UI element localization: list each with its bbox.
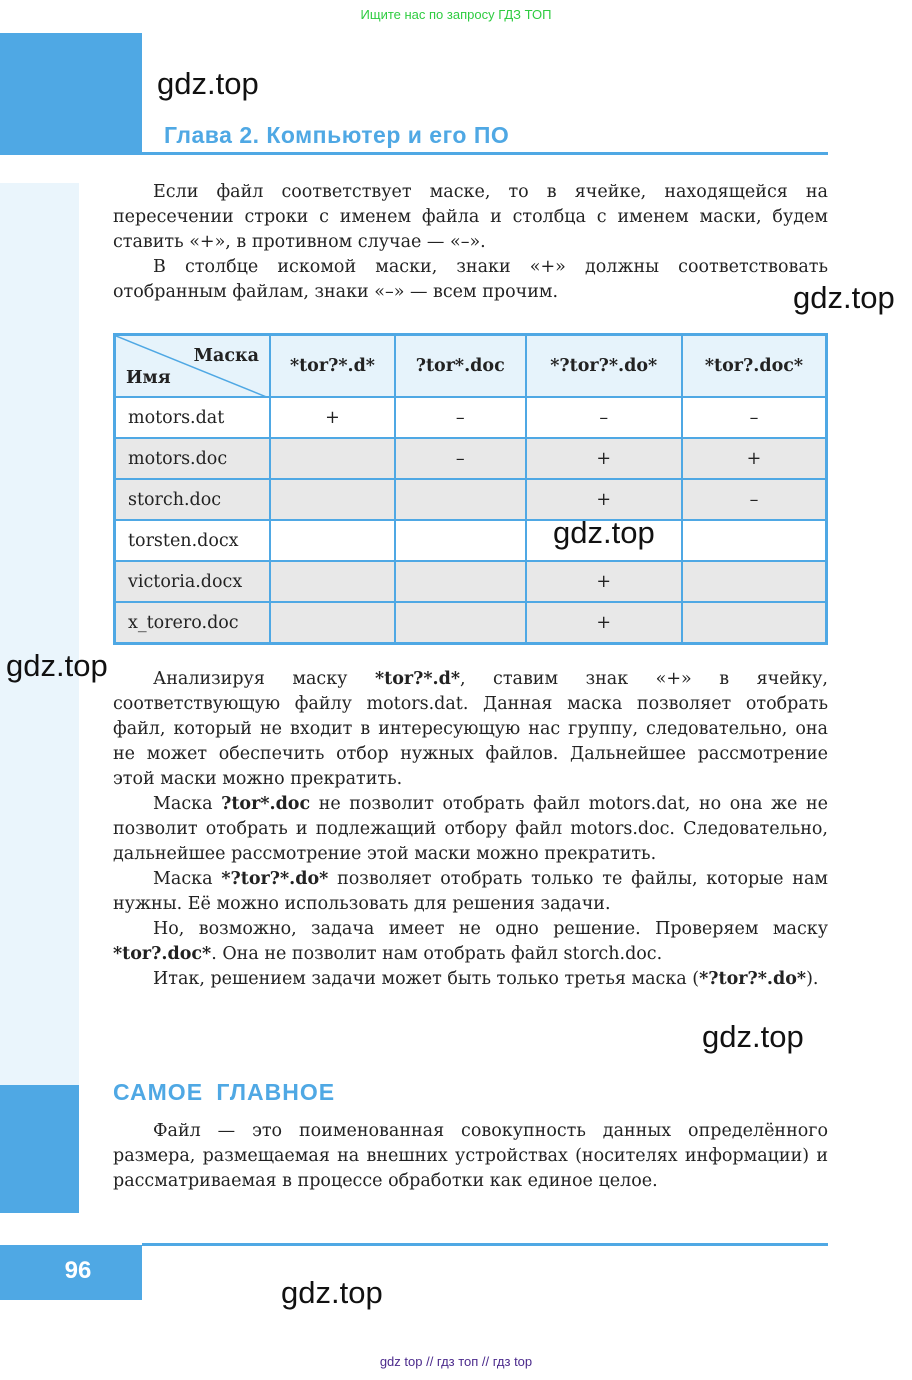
match-cell: – (395, 438, 526, 479)
text-run: Маска (153, 794, 222, 814)
match-cell: – (682, 397, 827, 438)
watermark: gdz.top (553, 515, 655, 550)
match-cell (270, 438, 395, 479)
file-name-cell: torsten.docx (115, 520, 271, 561)
paragraph (113, 917, 828, 967)
text-run: Анализируя маску (153, 669, 375, 689)
paragraph (113, 792, 828, 867)
watermark: gdz.top (281, 1275, 383, 1310)
watermark: gdz.top (157, 66, 259, 101)
match-cell (270, 520, 395, 561)
text-run: Итак, решением задачи может быть только третья маска ( (153, 969, 700, 989)
text-run: не позволит отобрать файл motors.dat, но она же не позволит отобрать и подлежащий отбору файл motors.doc. Следовательно, дальнейшее рассмотрение этой маски можно прекратить. (113, 794, 828, 864)
text-run: ). (806, 969, 819, 989)
match-cell (270, 479, 395, 520)
top-note: Ищите нас по запросу ГДЗ ТОП (360, 7, 552, 22)
header-divider (142, 152, 828, 155)
paragraph (113, 180, 828, 255)
match-cell: – (395, 397, 526, 438)
table-row (115, 520, 827, 561)
column-header: *?tor?*.do* (526, 335, 682, 398)
watermark: gdz.top (6, 648, 108, 683)
file-name-cell: victoria.docx (115, 561, 271, 602)
footer-links: gdz top // гдз топ // гдз top (379, 1354, 533, 1369)
match-cell (682, 602, 827, 644)
footer-divider (142, 1243, 828, 1246)
match-cell (395, 602, 526, 644)
match-cell: + (270, 397, 395, 438)
match-cell: – (682, 479, 827, 520)
table-row (115, 561, 827, 602)
mask-term: *?tor?*.do* (221, 869, 329, 889)
match-cell: + (682, 438, 827, 479)
text-run: Но, возможно, задача имеет не одно решение. Проверяем маску (153, 919, 828, 939)
mask-term: *?tor?*.do* (699, 969, 807, 989)
match-cell (395, 561, 526, 602)
section-title: САМОЕ ГЛАВНОЕ (113, 1079, 336, 1105)
table-corner-header (115, 335, 271, 398)
text-run: позволяет отобрать только те файлы, которые нам нужны. Её можно использовать для решения задачи. (113, 869, 828, 914)
chapter-title: Глава 2. Компьютер и его ПО (164, 122, 510, 148)
paragraph (113, 255, 828, 305)
column-header: *tor?*.d* (270, 335, 395, 398)
mask-table (113, 333, 828, 645)
table-row (115, 397, 827, 438)
corner-mask-label: Маска (193, 346, 259, 366)
analysis-text (113, 667, 828, 992)
paragraph (113, 967, 828, 992)
text-run: Маска (153, 869, 222, 889)
match-cell: + (526, 438, 682, 479)
table-row (115, 438, 827, 479)
watermark: gdz.top (793, 280, 895, 315)
match-cell (682, 561, 827, 602)
match-cell: + (526, 561, 682, 602)
file-name-cell: storch.doc (115, 479, 271, 520)
match-cell: + (526, 602, 682, 644)
summary-text (113, 1119, 828, 1194)
text-run: , ставим знак «+» в ячейку, соответствующую файлу motors.dat. Данная маска позволяет отобрать файл, который не входит в интересующую нас группу, следовательно, она не может обеспечить отбор нужных файлов. Дальнейшее рассмотрение этой маски можно прекратить. (113, 669, 828, 789)
match-cell (270, 602, 395, 644)
header-blue-block (0, 33, 142, 155)
intro-text (113, 180, 828, 305)
paragraph (113, 667, 828, 792)
text-run: Файл — это поименованная совокупность данных определённого размера, размещаемая на внешних устройствах (носителях информации) и рассматриваемая в процессе обработки как единое целое. (113, 1121, 828, 1191)
column-header: ?tor*.doc (395, 335, 526, 398)
paragraph (113, 1119, 828, 1194)
file-name-cell: motors.doc (115, 438, 271, 479)
mask-term: *tor?*.d* (374, 669, 460, 689)
match-cell: + (526, 479, 682, 520)
match-cell (270, 561, 395, 602)
table-row (115, 602, 827, 644)
text-run: В столбце искомой маски, знаки «+» должны соответствовать отобранным файлам, знаки «–» — всем прочим. (113, 257, 828, 302)
file-name-cell: x_torero.doc (115, 602, 271, 644)
match-cell (395, 479, 526, 520)
watermark: gdz.top (702, 1019, 804, 1054)
text-run: . Она не позволит нам отобрать файл storch.doc. (211, 944, 663, 964)
match-cell: – (526, 397, 682, 438)
mask-term: *tor?.doc* (113, 944, 212, 964)
match-cell (395, 520, 526, 561)
match-cell (682, 520, 827, 561)
page-number: 96 (0, 1245, 142, 1300)
corner-name-label: Имя (126, 368, 171, 388)
side-blue-block (0, 1085, 79, 1213)
paragraph (113, 867, 828, 917)
table-row (115, 479, 827, 520)
column-header: *tor?.doc* (682, 335, 827, 398)
file-name-cell: motors.dat (115, 397, 271, 438)
mask-term: ?tor*.doc (221, 794, 311, 814)
side-strip (0, 183, 79, 1085)
text-run: Если файл соответствует маске, то в ячейке, находящейся на пересечении строки с именем файла и столбца с именем маски, будем ставить «+», в противном случае — «–». (113, 182, 828, 252)
